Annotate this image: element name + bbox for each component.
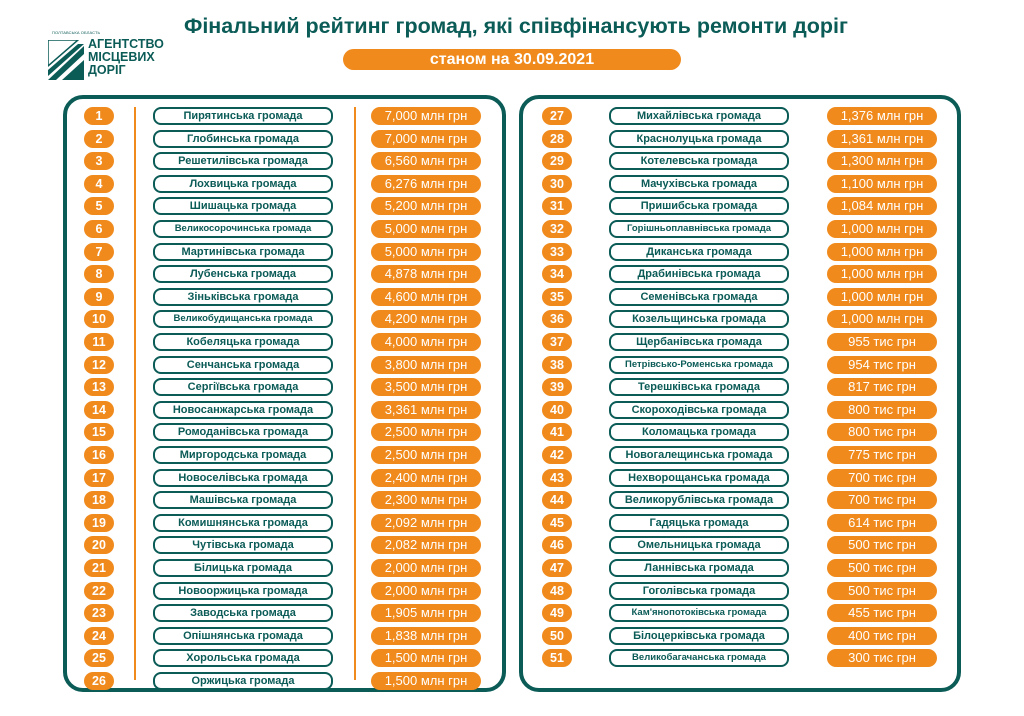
ranking-row (67, 559, 502, 577)
rank-badge: 33 (542, 243, 572, 261)
funding-amount: 6,276 млн грн (371, 175, 481, 193)
ranking-row (523, 175, 957, 193)
funding-amount: 1,361 млн грн (827, 130, 937, 148)
rank-badge: 50 (542, 627, 572, 645)
logo-region-label: ПОЛТАВСЬКА ОБЛАСТЬ (52, 30, 101, 35)
community-name: Семенівська громада (609, 288, 789, 306)
ranking-row (523, 197, 957, 215)
community-name: Омельницька громада (609, 536, 789, 554)
community-name: Гоголівська громада (609, 582, 789, 600)
ranking-row (523, 356, 957, 374)
ranking-row (67, 356, 502, 374)
funding-amount: 3,500 млн грн (371, 378, 481, 396)
rank-badge: 45 (542, 514, 572, 532)
funding-amount: 955 тис грн (827, 333, 937, 351)
community-name: Кобеляцька громада (153, 333, 333, 351)
rank-badge: 51 (542, 649, 572, 667)
community-name: Чутівська громада (153, 536, 333, 554)
funding-amount: 1,000 млн грн (827, 243, 937, 261)
ranking-row (67, 107, 502, 125)
rank-badge: 2 (84, 130, 114, 148)
ranking-row (523, 604, 957, 622)
ranking-row (67, 220, 502, 238)
community-name: Лохвицька громада (153, 175, 333, 193)
rank-badge: 32 (542, 220, 572, 238)
rank-badge: 17 (84, 469, 114, 487)
rank-badge: 49 (542, 604, 572, 622)
ranking-row (523, 243, 957, 261)
community-name: Ромоданівська громада (153, 423, 333, 441)
community-name: Великобудищанська громада (153, 310, 333, 328)
rank-badge: 25 (84, 649, 114, 667)
community-name: Миргородська громада (153, 446, 333, 464)
funding-amount: 5,200 млн грн (371, 197, 481, 215)
ranking-row (67, 469, 502, 487)
ranking-panel-left (63, 95, 506, 692)
ranking-row (523, 152, 957, 170)
ranking-row (67, 649, 502, 667)
rank-badge: 15 (84, 423, 114, 441)
funding-amount: 800 тис грн (827, 401, 937, 419)
ranking-row (67, 604, 502, 622)
funding-amount: 4,600 млн грн (371, 288, 481, 306)
rank-badge: 21 (84, 559, 114, 577)
funding-amount: 1,905 млн грн (371, 604, 481, 622)
community-name: Сергіївська громада (153, 378, 333, 396)
ranking-row (523, 333, 957, 351)
ranking-row (523, 536, 957, 554)
funding-amount: 1,000 млн грн (827, 220, 937, 238)
community-name: Коломацька громада (609, 423, 789, 441)
funding-amount: 2,300 млн грн (371, 491, 481, 509)
road-logo-icon (48, 40, 84, 80)
ranking-row (523, 559, 957, 577)
rank-badge: 7 (84, 243, 114, 261)
ranking-row (523, 627, 957, 645)
rank-badge: 44 (542, 491, 572, 509)
funding-amount: 3,361 млн грн (371, 401, 481, 419)
funding-amount: 775 тис грн (827, 446, 937, 464)
funding-amount: 1,376 млн грн (827, 107, 937, 125)
funding-amount: 817 тис грн (827, 378, 937, 396)
ranking-row (67, 491, 502, 509)
community-name: Новогалещинська громада (609, 446, 789, 464)
ranking-row (67, 423, 502, 441)
community-name: Новооржицька громада (153, 582, 333, 600)
funding-amount: 4,878 млн грн (371, 265, 481, 283)
ranking-row (523, 265, 957, 283)
community-name: Пирятинська громада (153, 107, 333, 125)
community-name: Великосорочинська громада (153, 220, 333, 238)
funding-amount: 2,400 млн грн (371, 469, 481, 487)
ranking-row (67, 582, 502, 600)
rank-badge: 10 (84, 310, 114, 328)
ranking-row (67, 265, 502, 283)
community-name: Хорольська громада (153, 649, 333, 667)
rank-badge: 31 (542, 197, 572, 215)
rank-badge: 11 (84, 333, 114, 351)
community-name: Білоцерківська громада (609, 627, 789, 645)
community-name: Решетилівська громада (153, 152, 333, 170)
funding-amount: 1,100 млн грн (827, 175, 937, 193)
funding-amount: 2,082 млн грн (371, 536, 481, 554)
ranking-row (523, 310, 957, 328)
ranking-row (67, 446, 502, 464)
community-name: Драбинівська громада (609, 265, 789, 283)
rank-badge: 46 (542, 536, 572, 554)
community-name: Ланнівська громада (609, 559, 789, 577)
funding-amount: 3,800 млн грн (371, 356, 481, 374)
rank-badge: 5 (84, 197, 114, 215)
ranking-row (67, 627, 502, 645)
funding-amount: 5,000 млн грн (371, 243, 481, 261)
funding-amount: 400 тис грн (827, 627, 937, 645)
rank-badge: 6 (84, 220, 114, 238)
community-name: Опішнянська громада (153, 627, 333, 645)
rank-badge: 40 (542, 401, 572, 419)
funding-amount: 300 тис грн (827, 649, 937, 667)
rank-badge: 42 (542, 446, 572, 464)
ranking-row (523, 582, 957, 600)
community-name: Диканська громада (609, 243, 789, 261)
rank-badge: 27 (542, 107, 572, 125)
rank-badge: 18 (84, 491, 114, 509)
rank-badge: 12 (84, 356, 114, 374)
funding-amount: 1,000 млн грн (827, 265, 937, 283)
ranking-row (67, 378, 502, 396)
community-name: Машівська громада (153, 491, 333, 509)
rank-badge: 20 (84, 536, 114, 554)
rank-badge: 13 (84, 378, 114, 396)
community-name: Пришибська громада (609, 197, 789, 215)
ranking-row (67, 310, 502, 328)
page-title: Фінальний рейтинг громад, які співфінансують ремонти доріг (183, 14, 848, 38)
ranking-row (523, 649, 957, 667)
community-name: Гадяцька громада (609, 514, 789, 532)
community-name: Зіньківська громада (153, 288, 333, 306)
funding-amount: 500 тис грн (827, 559, 937, 577)
community-name: Нехворощанська громада (609, 469, 789, 487)
funding-amount: 1,084 млн грн (827, 197, 937, 215)
funding-amount: 4,200 млн грн (371, 310, 481, 328)
funding-amount: 614 тис грн (827, 514, 937, 532)
funding-amount: 700 тис грн (827, 491, 937, 509)
community-name: Великобагачанська громада (609, 649, 789, 667)
ranking-row (523, 107, 957, 125)
ranking-row (523, 423, 957, 441)
ranking-row (523, 491, 957, 509)
ranking-panel-right (519, 95, 961, 692)
rank-badge: 8 (84, 265, 114, 283)
rank-badge: 37 (542, 333, 572, 351)
community-name: Комишнянська громада (153, 514, 333, 532)
logo-line-1: АГЕНТСТВО (88, 37, 164, 51)
ranking-row (67, 288, 502, 306)
ranking-row (523, 288, 957, 306)
ranking-row (523, 469, 957, 487)
funding-amount: 2,000 млн грн (371, 582, 481, 600)
community-name: Терешківська громада (609, 378, 789, 396)
funding-amount: 500 тис грн (827, 582, 937, 600)
community-name: Заводська громада (153, 604, 333, 622)
funding-amount: 4,000 млн грн (371, 333, 481, 351)
funding-amount: 1,500 млн грн (371, 672, 481, 690)
funding-amount: 1,000 млн грн (827, 288, 937, 306)
community-name: Великорублівська громада (609, 491, 789, 509)
rank-badge: 36 (542, 310, 572, 328)
ranking-row (523, 401, 957, 419)
rank-badge: 4 (84, 175, 114, 193)
funding-amount: 1,000 млн грн (827, 310, 937, 328)
ranking-row (67, 401, 502, 419)
rank-badge: 19 (84, 514, 114, 532)
ranking-row (523, 514, 957, 532)
rank-badge: 23 (84, 604, 114, 622)
ranking-row (67, 672, 502, 690)
logo-line-2: МІСЦЕВИХ (88, 50, 155, 64)
ranking-row (67, 333, 502, 351)
rank-badge: 38 (542, 356, 572, 374)
community-name: Глобинська громада (153, 130, 333, 148)
funding-amount: 2,000 млн грн (371, 559, 481, 577)
rank-badge: 41 (542, 423, 572, 441)
ranking-row (523, 378, 957, 396)
community-name: Новоселівська громада (153, 469, 333, 487)
rank-badge: 35 (542, 288, 572, 306)
funding-amount: 800 тис грн (827, 423, 937, 441)
rank-badge: 29 (542, 152, 572, 170)
funding-amount: 954 тис грн (827, 356, 937, 374)
ranking-row (67, 197, 502, 215)
community-name: Мачухівська громада (609, 175, 789, 193)
funding-amount: 2,092 млн грн (371, 514, 481, 532)
ranking-row (523, 130, 957, 148)
funding-amount: 7,000 млн грн (371, 107, 481, 125)
funding-amount: 2,500 млн грн (371, 446, 481, 464)
ranking-row (67, 175, 502, 193)
community-name: Горішньоплавнівська громада (609, 220, 789, 238)
funding-amount: 5,000 млн грн (371, 220, 481, 238)
rank-badge: 22 (84, 582, 114, 600)
community-name: Сенчанська громада (153, 356, 333, 374)
funding-amount: 1,300 млн грн (827, 152, 937, 170)
rank-badge: 43 (542, 469, 572, 487)
ranking-row (523, 446, 957, 464)
community-name: Козельщинська громада (609, 310, 789, 328)
rank-badge: 1 (84, 107, 114, 125)
community-name: Шишацька громада (153, 197, 333, 215)
funding-amount: 700 тис грн (827, 469, 937, 487)
date-badge: станом на 30.09.2021 (343, 49, 681, 70)
ranking-row (67, 536, 502, 554)
funding-amount: 1,500 млн грн (371, 649, 481, 667)
rank-badge: 39 (542, 378, 572, 396)
rank-badge: 14 (84, 401, 114, 419)
rank-badge: 47 (542, 559, 572, 577)
logo-text (88, 38, 164, 77)
community-name: Михайлівська громада (609, 107, 789, 125)
funding-amount: 6,560 млн грн (371, 152, 481, 170)
funding-amount: 455 тис грн (827, 604, 937, 622)
logo-line-3: ДОРІГ (88, 63, 126, 77)
funding-amount: 500 тис грн (827, 536, 937, 554)
community-name: Петрівсько-Роменська громада (609, 356, 789, 374)
rank-badge: 30 (542, 175, 572, 193)
rank-badge: 16 (84, 446, 114, 464)
community-name: Лубенська громада (153, 265, 333, 283)
ranking-row (67, 514, 502, 532)
rank-badge: 34 (542, 265, 572, 283)
community-name: Кам'янопотоківська громада (609, 604, 789, 622)
community-name: Білицька громада (153, 559, 333, 577)
community-name: Котелевська громада (609, 152, 789, 170)
ranking-row (67, 243, 502, 261)
community-name: Оржицька громада (153, 672, 333, 690)
funding-amount: 7,000 млн грн (371, 130, 481, 148)
community-name: Щербанівська громада (609, 333, 789, 351)
ranking-row (67, 152, 502, 170)
community-name: Мартинівська громада (153, 243, 333, 261)
agency-logo (22, 14, 164, 77)
funding-amount: 1,838 млн грн (371, 627, 481, 645)
ranking-row (67, 130, 502, 148)
rank-badge: 24 (84, 627, 114, 645)
ranking-row (523, 220, 957, 238)
funding-amount: 2,500 млн грн (371, 423, 481, 441)
community-name: Новосанжарська громада (153, 401, 333, 419)
rank-badge: 3 (84, 152, 114, 170)
community-name: Краснолуцька громада (609, 130, 789, 148)
rank-badge: 28 (542, 130, 572, 148)
rank-badge: 9 (84, 288, 114, 306)
community-name: Скороходівська громада (609, 401, 789, 419)
rank-badge: 48 (542, 582, 572, 600)
rank-badge: 26 (84, 672, 114, 690)
